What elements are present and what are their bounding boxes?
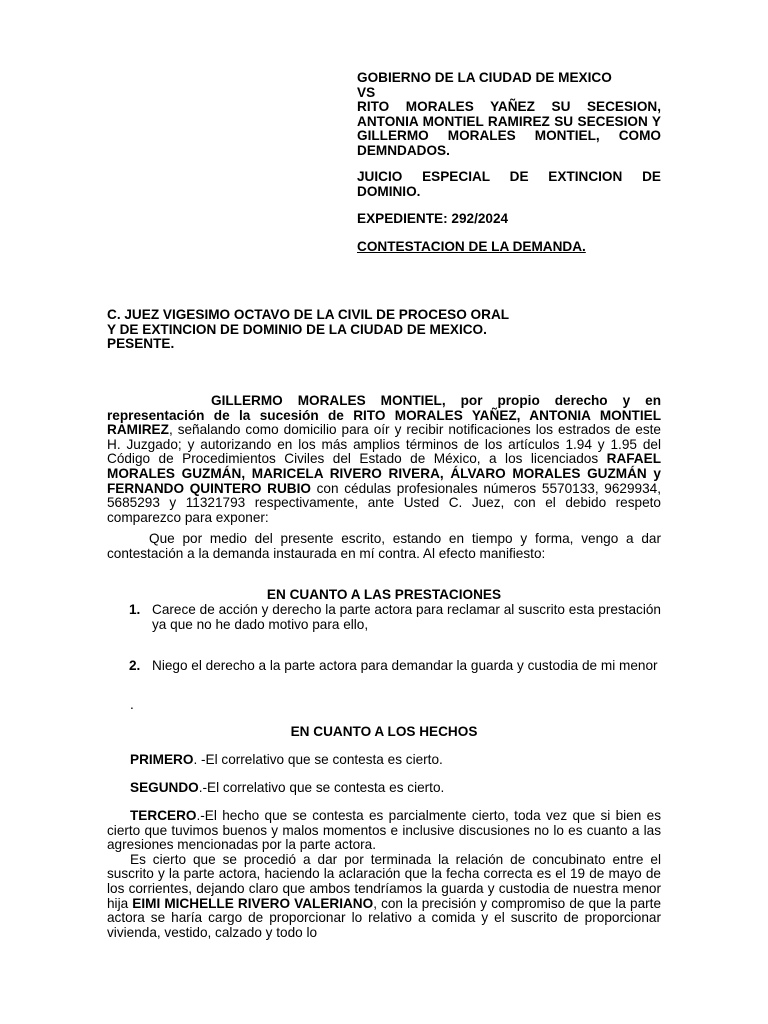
intro-text-1: , señalando como domicilio para oír y recibir notificaciones los estrados de este H. Juzgado; y autorizando en los más amplios términos de los artículos 1.94 y 1.95 del Código de Procedimientos Civiles del Estado de México, a los licenciados	[107, 422, 661, 467]
fact-segundo	[107, 781, 661, 796]
caption-versus: VS	[357, 84, 376, 100]
fact-primero	[107, 753, 661, 768]
intro-name: GILLERMO MORALES MONTIEL, por propio derecho y en representación de la sucesión de RITO MORALES YAÑEZ, ANTONIA MONTIEL RAMIREZ	[107, 393, 661, 438]
caption-plaintiff: GOBIERNO DE LA CIUDAD DE MEXICO	[357, 70, 612, 85]
segundo-label: SEGUNDO	[130, 780, 199, 795]
intro-text-2: con cédulas profesionales números 5570133, 9629934, 5685293 y 11321793 respectivamente, ante Usted C. Juez, con el debido respeto comparezco para exponer:	[107, 480, 661, 525]
stray-period: .	[130, 697, 134, 712]
case-number	[357, 212, 661, 227]
document-title	[357, 240, 661, 255]
primero-label: PRIMERO	[130, 752, 194, 767]
tercero-p2-name: EIMI MICHELLE RIVERO VALERIANO	[132, 895, 374, 911]
juicio-label: JUICIO ESPECIAL DE EXTINCION DE DOMINIO.	[357, 169, 661, 199]
intro-paragraph	[107, 394, 661, 525]
item-number: 1.	[129, 602, 141, 617]
item-text: Niego el derecho a la parte actora para demandar la guarda y custodia de mi menor	[152, 658, 658, 673]
contestacion-label: CONTESTACION DE LA DEMANDA.	[357, 239, 586, 254]
segundo-text: .-El correlativo que se contesta es cierto.	[198, 780, 445, 795]
addressee-block	[107, 308, 517, 352]
item-number: 2.	[129, 658, 141, 673]
case-type	[357, 170, 661, 199]
item-text: Carece de acción y derecho la parte actora para reclamar al suscrito esta prestación ya que no he dado motivo para ello,	[152, 602, 661, 632]
case-caption	[357, 71, 661, 159]
fact-tercero	[107, 809, 661, 940]
expediente-label: EXPEDIENTE: 292/2024	[357, 211, 509, 226]
pesente-label: PESENTE.	[107, 336, 175, 352]
tercero-text: .-El hecho que se contesta es parcialmente cierto, toda vez que si bien es cierto que tuvimos buenos y malos momentos e inclusive discusiones no lo es cuanto a las agresiones mencionadas por la parte actora.	[107, 808, 661, 853]
que-text: Que por medio del presente escrito, estando en tiempo y forma, vengo a dar contestación a la demanda instaurada en mí contra. Al efecto manifiesto:	[107, 531, 661, 561]
hechos-heading: EN CUANTO A LOS HECHOS	[290, 724, 478, 739]
tercero-label: TERCERO	[130, 808, 197, 823]
que-paragraph	[107, 532, 661, 561]
intro-lawyers: RAFAEL MORALES GUZMÁN, MARICELA RIVERO RIVERA, ÁLVARO MORALES GUZMÁN y FERNANDO QUINTERO RUBIO	[107, 451, 661, 496]
tercero-p2-text-b: , con la precisión y compromiso de que la parte actora se haría cargo de proporcionar lo relativo a comida y el suscrito de proporcionar vivienda, vestido, calzado y todo lo	[107, 895, 662, 940]
primero-text: . -El correlativo que se contesta es cierto.	[193, 752, 443, 767]
caption-defendants: RITO MORALES YAÑEZ SU SECESION, ANTONIA MONTIEL RAMIREZ SU SECESION Y GILLERMO MORALES MONTIEL, COMO DEMNDADOS.	[357, 99, 661, 158]
tercero-p2-text-a: Es cierto que se procedió a dar por terminada la relación de concubinato entre el suscrito y la parte actora, haciendo la aclaración que la fecha correcta es el 19 de mayo de los corrientes, dejando claro que ambos tendríamos la guarda y custodia de nuestra menor hija	[107, 851, 661, 911]
prestacion-item-2	[107, 659, 661, 674]
prestacion-item-1	[107, 603, 661, 632]
judge-address: C. JUEZ VIGESIMO OCTAVO DE LA CIVIL DE PROCESO ORAL Y DE EXTINCION DE DOMINIO DE LA CIUDAD DE MEXICO.	[107, 307, 509, 337]
prestaciones-heading: EN CUANTO A LAS PRESTACIONES	[266, 587, 502, 602]
